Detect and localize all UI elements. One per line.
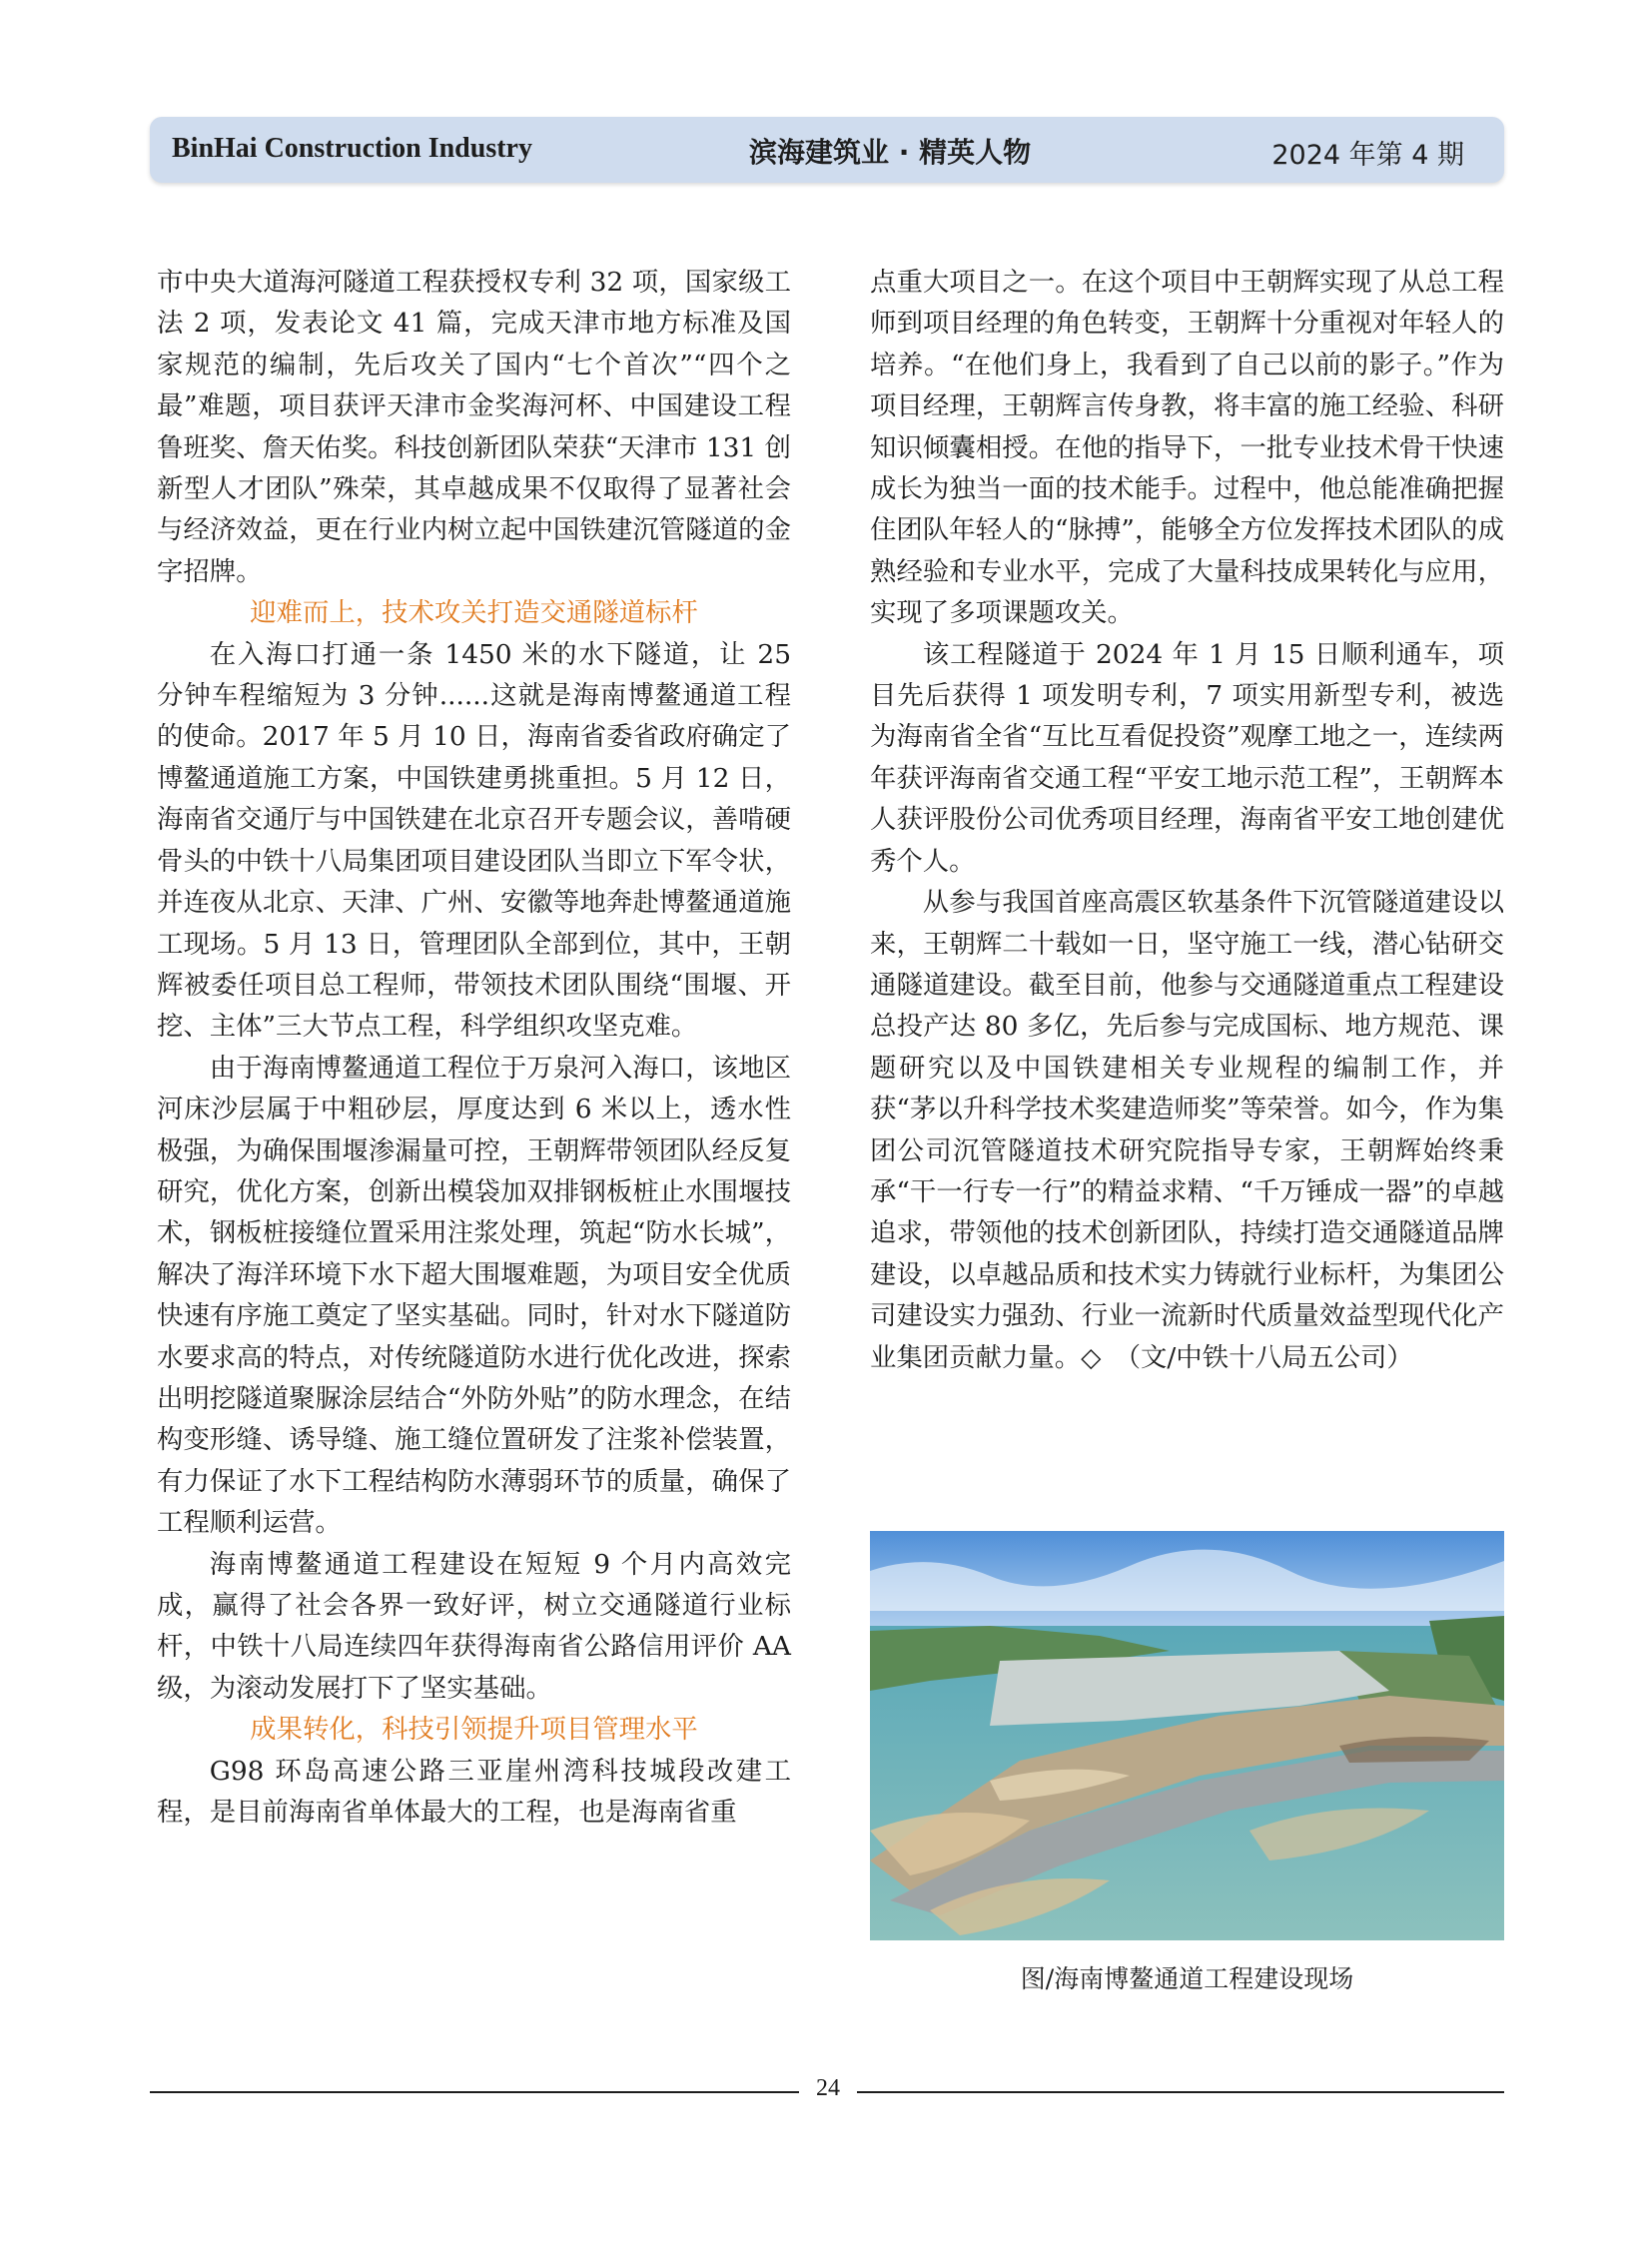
left-column: [157, 262, 791, 1833]
paragraph: 点重大项目之一。在这个项目中王朝辉实现了从总工程师到项目经理的角色转变，王朝辉十分重视对年轻人的培养。“在他们身上，我看到了自己以前的影子。”作为项目经理，王朝辉言传身教，将丰富的施工经验、科研知识倾囊相授。在他的指导下，一批专业技术骨干快速成长为独当一面的技术能手。过程中，他总能准确把握住团队年轻人的“脉搏”，能够全方位发挥技术团队的成熟经验和专业水平，完成了大量科技成果转化与应用，实现了多项课题攻关。: [870, 267, 1504, 629]
journal-english-title: BinHai Construction Industry: [172, 133, 532, 164]
footer-divider-right: [857, 2091, 1504, 2093]
aerial-photo-illustration: [870, 1531, 1504, 1940]
paragraph: 海南博鳌通道工程建设在短短 9 个月内高效完成，赢得了社会各界一致好评，树立交通隧道行业标杆，中铁十八局连续四年获得海南省公路信用评价 AA 级，为滚动发展打下了坚实基础。: [157, 1548, 791, 1704]
section-heading: 迎难而上，技术攻关打造交通隧道标杆: [250, 597, 698, 629]
footer-divider-left: [150, 2091, 799, 2093]
issue-label: 2024 年第 4 期: [1271, 140, 1464, 171]
photo-caption: 图/海南博鳌通道工程建设现场: [1020, 1964, 1354, 1993]
paragraph: 从参与我国首座高震区软基条件下沉管隧道建设以来，王朝辉二十载如一日，坚守施工一线，潜心钻研交通隧道建设。截至目前，他参与交通隧道重点工程建设总投产达 80 多亿，先后参与完成国标、地方规范、课题研究以及中国铁建相关专业规程的编制工作，并获“茅以升科学技术奖建造师奖”等荣誉。如今，作为集团公司沉管隧道技术研究院指导专家，王朝辉始终秉承“干一行专一行”的精益求精、“千万锤成一器”的卓越追求，带领他的技术创新团队，持续打造交通隧道品牌建设，以卓越品质和技术实力铸就行业标杆，为集团公司建设实力强劲、行业一流新时代质量效益型现代化产业集团贡献力量。◇ （文/中铁十八局五公司）: [870, 887, 1504, 1373]
paragraph: G98 环岛高速公路三亚崖州湾科技城段改建工程，是目前海南省单体最大的工程，也是海南省重: [157, 1755, 791, 1829]
paragraph: 该工程隧道于 2024 年 1 月 15 日顺利通车，项目先后获得 1 项发明专利，7 项实用新型专利，被选为海南省全省“互比互看促投资”观摩工地之一，连续两年获评海南省交通工程“平安工地示范工程”，王朝辉本人获评股份公司优秀项目经理，海南省平安工地创建优秀个人。: [870, 638, 1504, 877]
section-heading: 成果转化，科技引领提升项目管理水平: [250, 1714, 698, 1746]
page-header: [150, 117, 1504, 183]
paragraph: 在入海口打通一条 1450 米的水下隧道，让 25 分钟车程缩短为 3 分钟......这就是海南博鳌通道工程的使命。2017 年 5 月 10 日，海南省委省政府确定了博鳌通道施工方案，中国铁建勇挑重担。5 月 12 日，海南省交通厅与中国铁建在北京召开专题会议，善啃硬骨头的中铁十八局集团项目建设团队当即立下军令状，并连夜从北京、天津、广州、安徽等地奔赴博鳌通道施工现场。5 月 13 日，管理团队全部到位，其中，王朝辉被委任项目总工程师，带领技术团队围绕“围堰、开挖、主体”三大节点工程，科学组织攻坚克难。: [157, 638, 791, 1043]
construction-site-photo: [870, 1531, 1504, 1940]
page-number: 24: [816, 2075, 840, 2101]
paragraph: 由于海南博鳌通道工程位于万泉河入海口，该地区河床沙层属于中粗砂层，厚度达到 6 米以上，透水性极强，为确保围堰渗漏量可控，王朝辉带领团队经反复研究，优化方案，创新出模袋加双排钢板桩止水围堰技术，钢板桩接缝位置采用注浆处理，筑起“防水长城”，解决了海洋环境下水下超大围堰难题，为项目安全优质快速有序施工奠定了坚实基础。同时，针对水下隧道防水要求高的特点，对传统隧道防水进行优化改进，探索出明挖隧道聚脲涂层结合“外防外贴”的防水理念，在结构变形缝、诱导缝、施工缝位置研发了注浆补偿装置，有力保证了水下工程结构防水薄弱环节的质量，确保了工程顺利运营。: [157, 1052, 791, 1539]
right-column: [870, 262, 1504, 1378]
section-title: 滨海建筑业 · 精英人物: [749, 136, 1032, 169]
paragraph: 市中央大道海河隧道工程获授权专利 32 项，国家级工法 2 项，发表论文 41 篇，完成天津市地方标准及国家规范的编制，先后攻关了国内“七个首次”“四个之最”难题，项目获评天津市金奖海河杯、中国建设工程鲁班奖、詹天佑奖。科技创新团队荣获“天津市 131 创新型人才团队”殊荣，其卓越成果不仅取得了显著社会与经济效益，更在行业内树立起中国铁建沉管隧道的金字招牌。: [157, 267, 791, 587]
